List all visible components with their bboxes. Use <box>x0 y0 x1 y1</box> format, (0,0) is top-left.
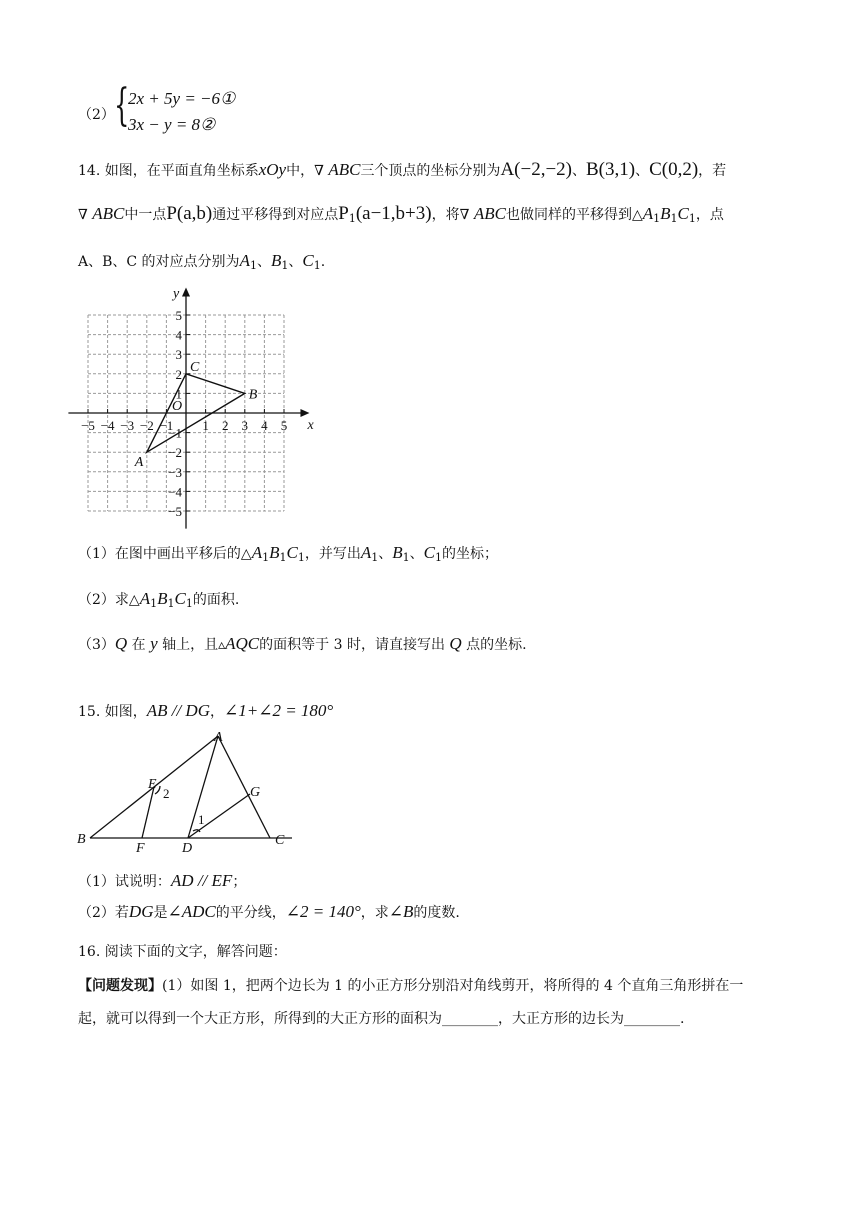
point-A-label: A <box>134 455 144 471</box>
point-B-label: B <box>248 387 258 403</box>
x-tick-label: −4 <box>100 418 115 433</box>
q13-part2-label: （2） <box>78 107 115 123</box>
q15-figure <box>72 728 302 858</box>
y-axis-arrow <box>182 288 190 297</box>
x-axis-arrow <box>300 409 309 417</box>
line-AC <box>218 736 270 838</box>
y-tick-label: −5 <box>168 504 182 519</box>
q14-line-3: A、B、C 的对应点分别为$A_1$、$B_1$、$C_1$. <box>78 251 326 272</box>
angle-2-label: 2 <box>163 786 170 801</box>
x-tick-label: −1 <box>159 418 174 433</box>
label-B: B <box>77 832 86 847</box>
x-tick-label: −3 <box>120 418 135 433</box>
label-A: A <box>214 730 223 745</box>
x-tick-label: 1 <box>202 418 209 433</box>
label-D: D <box>182 841 193 856</box>
x-axis-label: x <box>307 418 314 433</box>
q14-sub1: （1）在图中画出平移后的$\triangle A_1B_1C_1$，并写出$A_1$、$B_1$、$C_1$的坐标； <box>78 543 498 564</box>
y-tick-label: 3 <box>175 347 182 363</box>
y-tick-label: −3 <box>168 464 182 480</box>
label-F: F <box>136 841 145 856</box>
label-E: E <box>148 777 157 792</box>
x-tick-label: 4 <box>261 418 268 433</box>
q16-para-1: 【问题发现】(1）如图 1，把两个边长为 1 的小正方形分别沿对角线剪开，将所得的 4 个直角三角形拼在一 <box>78 978 744 994</box>
y-tick-label: −2 <box>168 445 182 461</box>
y-tick-label: 4 <box>175 327 182 343</box>
equation-1: 2x + 5y = −6① <box>128 89 236 108</box>
q15-sub1: （1）试说明：AD // EF； <box>78 871 247 890</box>
equation-2: 3x − y = 8② <box>128 115 216 134</box>
coordinate-graph <box>72 286 312 526</box>
x-tick-label: 5 <box>280 418 288 433</box>
q15-stem: 15. 如图，AB // DG，∠1+∠2 = 180° <box>78 701 334 720</box>
y-tick-label: −4 <box>168 484 182 500</box>
point-C-label: C <box>190 359 200 375</box>
angle-1-label: 1 <box>198 812 205 827</box>
y-tick-label: 5 <box>175 308 182 323</box>
y-tick-label: 1 <box>175 386 182 402</box>
y-tick-label: −1 <box>168 425 182 441</box>
system-brace: { <box>114 80 130 131</box>
q15-sub2: （2）若DG是∠ADC的平分线，∠2 = 140°，求∠B的度数. <box>78 902 460 921</box>
y-tick-label: 2 <box>175 366 182 382</box>
x-tick-label: 3 <box>241 418 249 433</box>
q16-stem: 16. 阅读下面的文字，解答问题： <box>78 944 287 960</box>
q14-sub2: （2）求$\triangle A_1B_1C_1$的面积. <box>78 589 240 610</box>
x-tick-label: −5 <box>81 418 95 433</box>
q14-line-1: 14. 如图，在平面直角坐标系xOy中，∇ ABC三个顶点的坐标分别为A(−2,−2)、B(3,1)、C(0,2)，若 <box>78 159 727 180</box>
label-G: G <box>250 785 261 800</box>
origin-label: O <box>172 399 183 414</box>
q16-para-2: 起，就可以得到一个大正方形，所得到的大正方形的面积为________，大正方形的边长为________. <box>78 1011 685 1027</box>
x-tick-label: −2 <box>139 418 154 433</box>
label-C: C <box>275 833 285 848</box>
y-axis-label: y <box>173 286 180 302</box>
q14-line-2: ∇ ABC中一点P(a,b)通过平移得到对应点$P_1(a-1,b+3)$，将∇ ABC也做同样的平移得到$\triangle A_1B_1C_1$，点 <box>78 203 724 225</box>
x-tick-label: 2 <box>221 418 229 433</box>
q14-sub3: （3）Q 在 y 轴上，且▵AQC的面积等于 3 时，请直接写出 Q 点的坐标. <box>78 634 527 653</box>
